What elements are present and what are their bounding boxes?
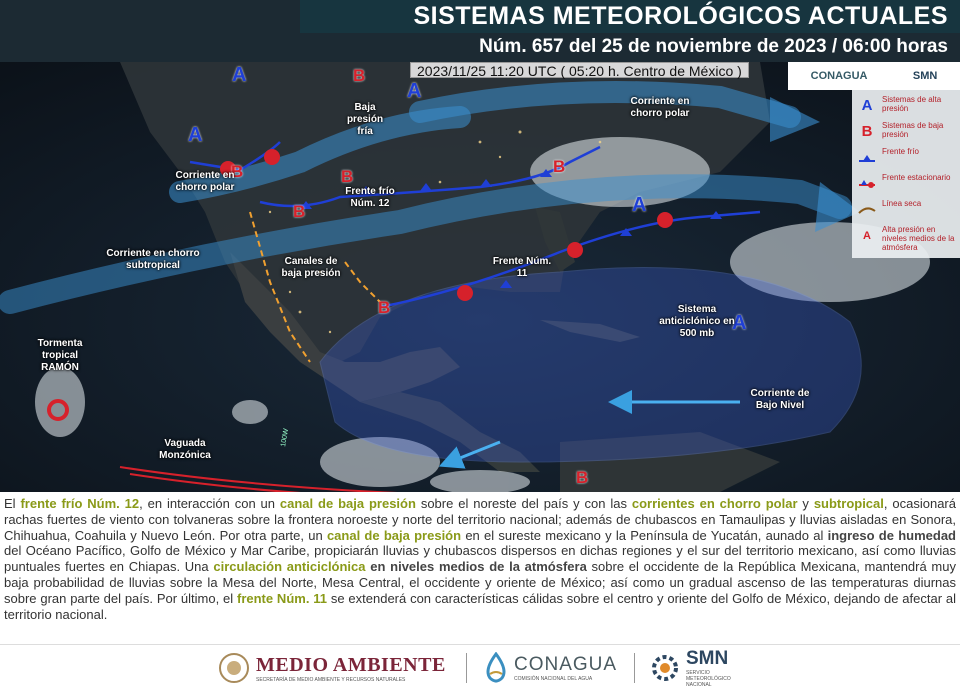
label-frente-12: Frente frío Núm. 12 [345, 186, 395, 209]
low-pressure-marker: B [576, 468, 589, 487]
seal-icon [218, 652, 250, 684]
longitude-label: 100W [280, 428, 291, 448]
conagua-sub: COMISIÓN NACIONAL DEL AGUA [514, 676, 593, 682]
map-top-logos [788, 62, 960, 90]
legend-label: Alta presión en niveles medios de la atmósfera [882, 225, 955, 252]
high-pressure-marker: A [632, 194, 647, 216]
label-tormenta: Tormenta tropical RAMÓN [37, 338, 83, 373]
desc-text: , ocasionará rachas fuertes de viento con tolvaneras sobre la frontera noroeste y norte del territorio nacional; además de chubascos en Tamaulipas y lluvias aisladas en Sonora, Chihuahua, Coahuila y Nuevo León. Por otra parte, un [4, 496, 956, 543]
stationary-front-icon [858, 175, 876, 193]
label-baja-fria: Baja presión fría [346, 102, 384, 137]
low-pressure-marker: B [231, 162, 244, 181]
low-pressure-marker: B [378, 298, 391, 317]
desc-text: y [802, 496, 809, 511]
desc-text: se extenderá con características cálidas sobre el centro y oriente del Golfo de México, dejando de afectar al territorio nacional. [4, 590, 956, 622]
desc-highlight: subtropical [813, 496, 884, 511]
label-corriente-polar-nw: Corriente en chorro polar [175, 170, 235, 193]
label-bajo-nivel: Corriente de Bajo Nivel [750, 388, 810, 411]
legend-cold-front [852, 146, 960, 170]
water-drop-icon [482, 652, 510, 684]
legend-label: Sistemas de baja presión [882, 121, 944, 139]
low-pressure-icon: B [861, 123, 873, 140]
high-pressure-marker: A [732, 312, 747, 334]
page-subtitle: Núm. 657 del 25 de noviembre de 2023 / 06:00 horas [479, 36, 948, 57]
desc-highlight: canal de baja presión [279, 496, 416, 511]
low-pressure-marker: B [353, 66, 366, 85]
legend-label: Línea seca [882, 199, 922, 208]
desc-highlight: frente frío Núm. 12 [20, 496, 140, 511]
desc-highlight: corrientes en chorro polar [631, 496, 798, 511]
map-legend [852, 90, 960, 258]
label-frente-11: Frente Núm. 11 [492, 256, 552, 279]
desc-text: sobre el occidente de la República Mexicana, mantendrá muy baja probabilidad de lluvias sobre la Mesa del Norte, Mesa Central, el occidente y oriente de México; así como un gradual ascenso de las temperaturas diurnas sobre gran parte del país. Por último, el [4, 559, 956, 606]
desc-highlight: canal de baja presión [326, 527, 462, 543]
conagua-text: CONAGUA [514, 654, 618, 675]
desc-text: , en interacción con un [139, 496, 276, 511]
conagua-logo-mini: CONAGUA [810, 70, 868, 82]
low-pressure-marker: B [293, 202, 306, 221]
desc-bold: ingreso de humedad [827, 527, 956, 543]
legend-label: Sistemas de alta presión [882, 95, 942, 113]
satellite-timestamp: 2023/11/25 11:20 UTC ( 05:20 h. Centro de México ) [410, 62, 749, 78]
desc-text: El [4, 496, 16, 511]
desc-text: del Océano Pacífico, Golfo de México y Mar Caribe, propiciarán lluvias y chubascos dispersos en dichas regiones y el sur del territorio mexicano, así como lluvias puntuales fuertes en Chiapas. Una [4, 543, 956, 575]
footer [0, 644, 960, 690]
high-pressure-marker: A [407, 80, 422, 102]
header [0, 0, 960, 62]
medio-ambiente-sub: SECRETARÍA DE MEDIO AMBIENTE Y RECURSOS NATURALES [256, 676, 406, 683]
description-panel [0, 492, 960, 644]
desc-text: sobre el noreste del país y con las [420, 496, 627, 511]
legend-high-pressure [852, 94, 960, 118]
low-pressure-marker: B [341, 167, 354, 186]
footer-divider [634, 653, 635, 683]
smn-logo-mini: SMN [912, 70, 938, 82]
legend-label: Frente estacionario [882, 173, 951, 182]
high-pressure-icon: A [861, 97, 873, 114]
medio-ambiente-text: MEDIO AMBIENTE [256, 653, 446, 676]
label-corriente-subtropical: Corriente en chorro subtropical [106, 248, 200, 271]
desc-highlight: frente Núm. 11 [236, 590, 328, 606]
cold-front-icon [858, 149, 876, 167]
legend-label: Frente frío [882, 147, 919, 156]
smn-logo [650, 648, 746, 688]
map-canvas [0, 62, 960, 492]
description-text [4, 496, 956, 622]
high-pressure-marker: A [188, 124, 203, 146]
dry-line-icon [858, 201, 876, 219]
desc-highlight: circulación anticiclónica [213, 559, 366, 575]
page-title: SISTEMAS METEOROLÓGICOS ACTUALES [413, 2, 948, 30]
legend-stationary-front [852, 172, 960, 196]
smn-sub: SERVICIO METEOROLÓGICO NACIONAL [686, 670, 731, 688]
label-vaguada: Vaguada Monzónica [159, 438, 211, 461]
label-anticiclonico: Sistema anticiclónico en 500 mb [659, 304, 735, 339]
legend-low-pressure [852, 120, 960, 144]
medio-ambiente-logo [218, 651, 446, 685]
weather-map [0, 62, 960, 492]
legend-upper-high [852, 224, 960, 252]
smn-text: SMN [686, 648, 729, 669]
upper-high-icon: A [863, 230, 871, 242]
low-pressure-marker: B [553, 157, 566, 176]
desc-bold: en niveles medios de la atmósfera [370, 559, 587, 575]
label-corriente-polar-ne: Corriente en chorro polar [630, 96, 690, 119]
conagua-logo [482, 651, 617, 685]
desc-text: en el sureste mexicano y la Península de Yucatán, aunado al [465, 527, 824, 543]
high-pressure-marker: A [232, 64, 247, 86]
gear-icon [650, 653, 680, 683]
label-canales: Canales de baja presión [281, 256, 341, 279]
footer-divider [466, 653, 467, 683]
legend-dry-line [852, 198, 960, 222]
